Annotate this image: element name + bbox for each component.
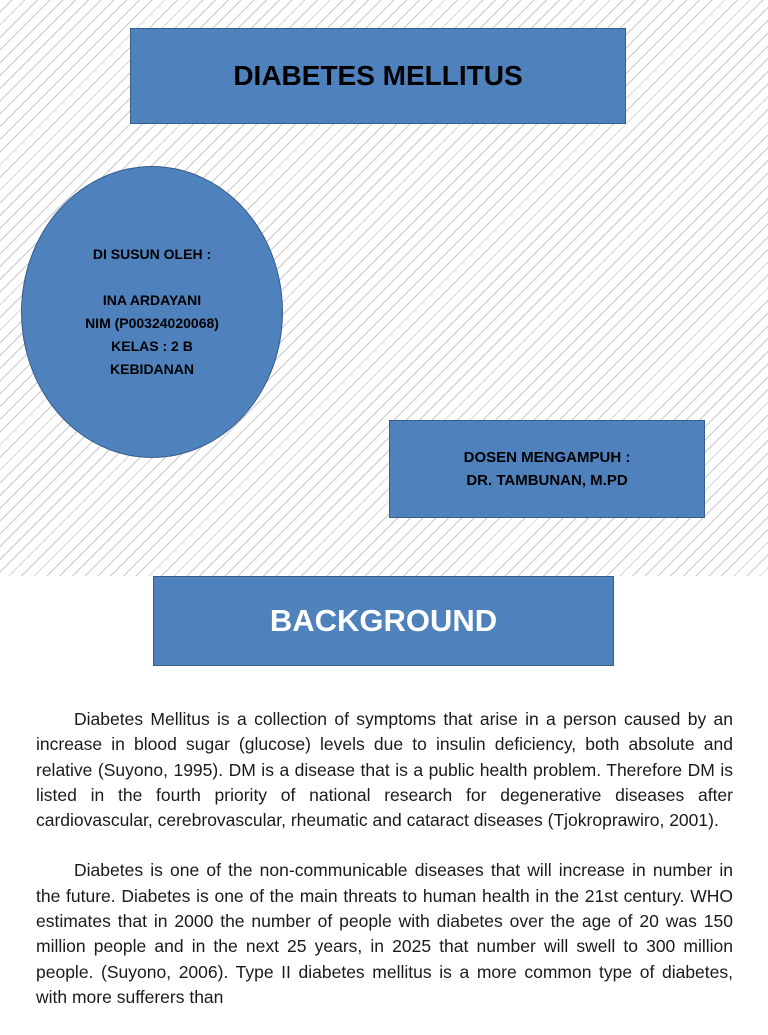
lecturer-heading: DOSEN MENGAMPUH : (463, 449, 631, 466)
section-title: BACKGROUND (269, 603, 498, 638)
author-class: KELAS : 2 B (111, 338, 193, 354)
paragraph: Diabetes is one of the non-communicable diseases that will increase in number in the future. Diabetes is one of the main threats to human health in the 21st century. WHO estimates that in 2000 the number of people with diabetes over the age of 20 was 150 million people and in the next 25 years, in 2025 that number will swell to 300 million people. (Suyono, 2006). Type II diabetes mellitus is a more common type of diabetes, with more sufferers than (36, 860, 733, 1007)
author-nim: NIM (P00324020068) (85, 315, 219, 331)
lecturer-box (389, 420, 705, 518)
section-title-box (153, 576, 614, 666)
author-heading: DI SUSUN OLEH : (92, 246, 212, 262)
author-name: INA ARDAYANI (102, 292, 202, 308)
body-text (36, 707, 733, 1035)
slide-title: DIABETES MELLITUS (233, 60, 523, 91)
lecturer-name: DR. TAMBUNAN, M.PD (466, 472, 628, 489)
title-box (130, 28, 626, 124)
paragraph: Diabetes Mellitus is a collection of symptoms that arise in a person caused by an increase in blood sugar (glucose) levels due to insulin deficiency, both absolute and relative (Suyono, 1995). DM is a disease that is a public health problem. Therefore DM is listed in the fourth priority of national research for degenerative diseases after cardiovascular, cerebrovascular, rheumatic and cataract diseases (Tjokroprawiro, 2001). (36, 709, 733, 831)
author-ellipse (21, 166, 283, 458)
author-department: KEBIDANAN (110, 361, 194, 377)
